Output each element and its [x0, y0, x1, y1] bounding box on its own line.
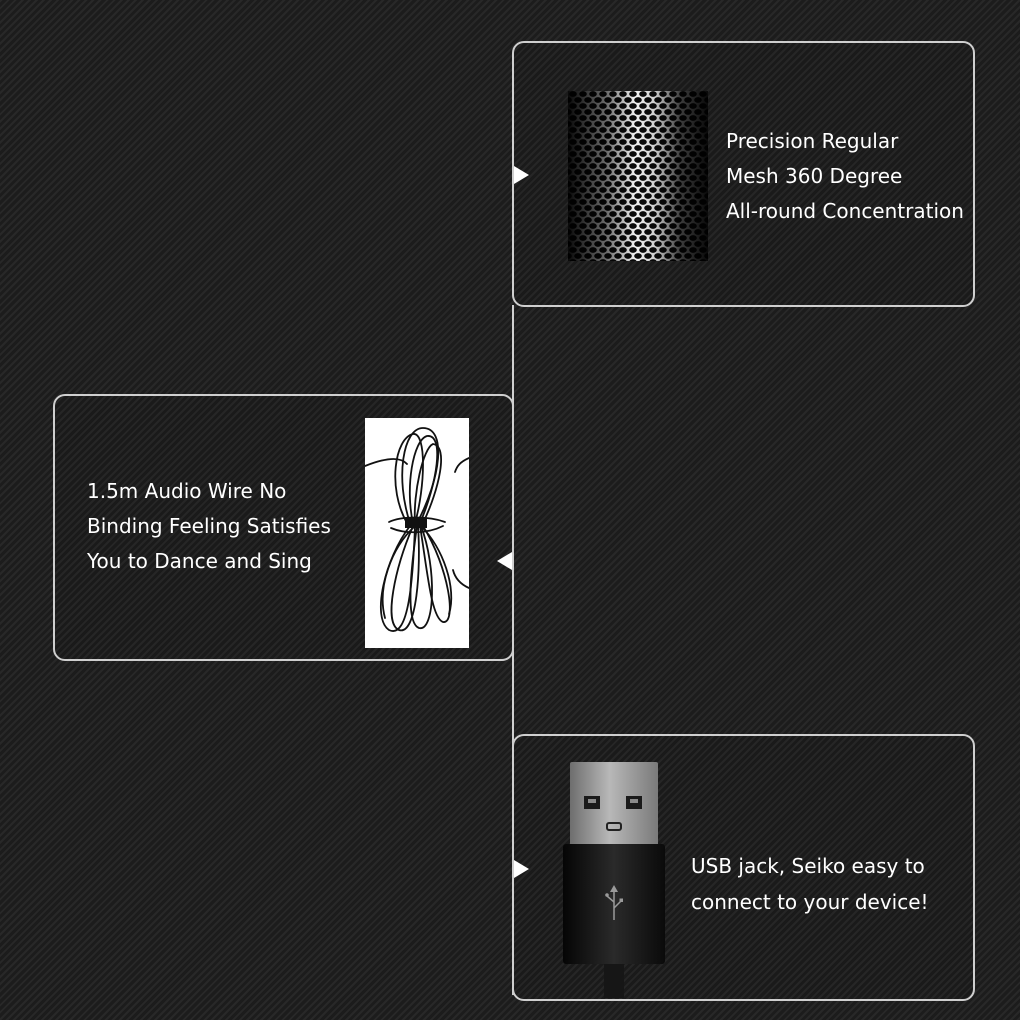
feature-panel-mesh: [512, 41, 975, 307]
usb-plug-icon: [560, 762, 670, 998]
pointer-arrow-icon: [497, 552, 512, 570]
usb-description-line-1: USB jack, Seiko easy to: [691, 854, 925, 878]
wire-description-line-1: 1.5m Audio Wire No: [87, 479, 287, 503]
wire-description-line-2: Binding Feeling Satisfies: [87, 514, 331, 538]
pointer-arrow-icon: [514, 860, 529, 878]
mesh-grille-icon: [568, 91, 708, 261]
mesh-description-line-1: Precision Regular: [726, 129, 899, 153]
wire-photo: [365, 418, 469, 648]
feature-panel-wire: [53, 394, 514, 661]
mesh-description-line-2: Mesh 360 Degree: [726, 164, 903, 188]
feature-panel-usb: [512, 734, 975, 1001]
usb-description-line-2: connect to your device!: [691, 890, 929, 914]
coiled-cable-icon: [365, 418, 469, 648]
wire-description-line-3: You to Dance and Sing: [87, 549, 312, 573]
mesh-description-line-3: All-round Concentration: [726, 199, 964, 223]
pointer-arrow-icon: [514, 166, 529, 184]
